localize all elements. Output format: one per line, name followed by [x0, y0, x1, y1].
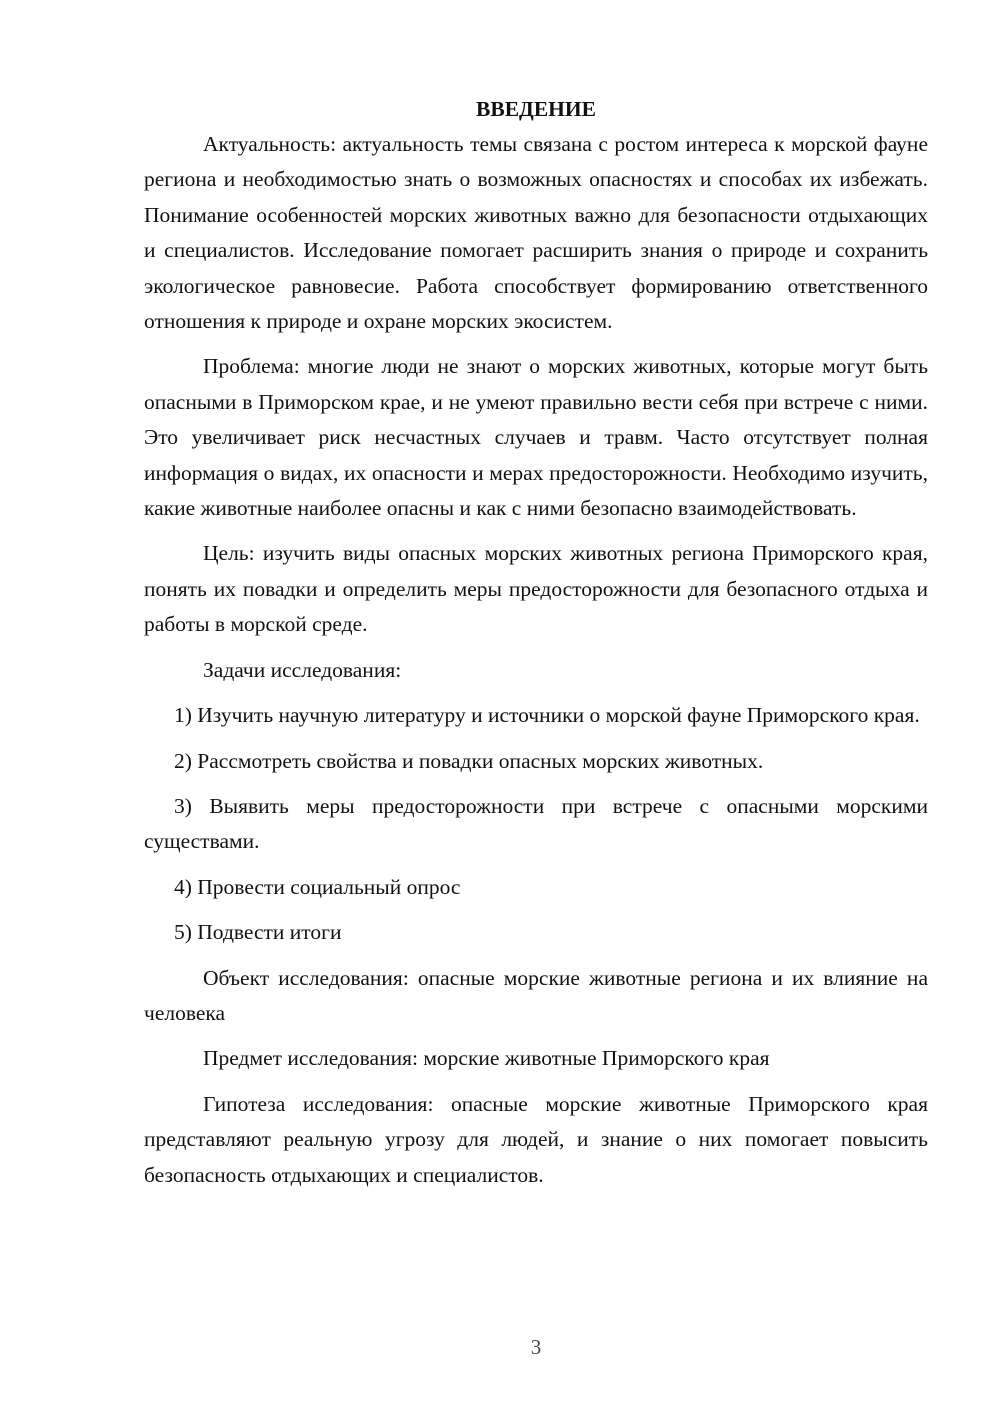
- paragraph-object: Объект исследования: опасные морские животные региона и их влияние на человека: [144, 965, 928, 1025]
- section-heading: ВВЕДЕНИЕ: [476, 97, 596, 121]
- task-item: 1) Изучить научную литературу и источники о морской фауне Приморского края.: [174, 703, 920, 728]
- paragraph-relevance: Актуальность: актуальность темы связана с ростом интереса к морской фауне региона и необходимостью знать о возможных опасностях и способах их избежать. Понимание особенностей морских животных важно для безопасности отдыхающих и специалистов. Исследование помогает расширить знания о природе и сохранить экологическое равновесие. Работа способствует формированию ответственного отношения к природе и охране морских экосистем.: [144, 132, 928, 334]
- task-item: 5) Подвести итоги: [174, 920, 342, 945]
- paragraph-goal: Цель: изучить виды опасных морских животных региона Приморского края, понять их повадки и определить меры предосторожности для безопасного отдыха и работы в морской среде.: [144, 541, 928, 637]
- paragraph-tasks-intro: Задачи исследования:: [203, 657, 402, 682]
- page-number: 3: [530, 1335, 542, 1359]
- paragraph-hypothesis: Гипотеза исследования: опасные морские животные Приморского края представляют реальную угрозу для людей, и знание о них помогает повысить безопасность отдыхающих и специалистов.: [144, 1091, 928, 1187]
- task-item: 2) Рассмотреть свойства и повадки опасных морских животных.: [174, 748, 764, 773]
- paragraph-problem: Проблема: многие люди не знают о морских животных, которые могут быть опасными в Приморском крае, и не умеют правильно вести себя при встрече с ними. Это увеличивает риск несчастных случаев и травм. Часто отсутствует полная информация о видах, их опасности и мерах предосторожности. Необходимо изучить, какие животные наиболее опасны и как с ними безопасно взаимодействовать.: [144, 354, 928, 521]
- task-item: 4) Провести социальный опрос: [174, 874, 461, 899]
- paragraph-subject: Предмет исследования: морские животные Приморского края: [203, 1046, 770, 1071]
- page-content: [144, 92, 928, 1203]
- task-item: 3) Выявить меры предосторожности при встрече с опасными морскими существами.: [144, 793, 928, 854]
